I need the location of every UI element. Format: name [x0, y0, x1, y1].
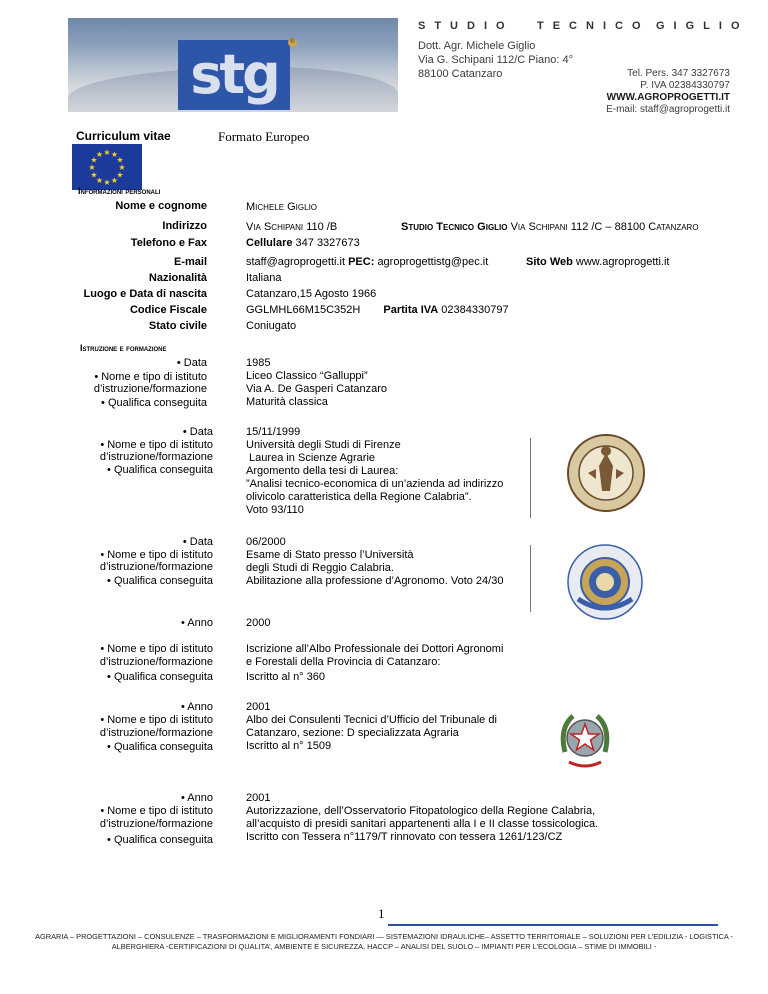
header-website-link[interactable]: WWW.AGROPROGETTI.IT	[606, 92, 730, 103]
italian-emblem-icon	[557, 708, 613, 772]
e1-date: 1985	[246, 357, 271, 369]
header-email-link[interactable]: E-mail: staff@agroprogetti.it	[606, 104, 730, 115]
e5-year: 2001	[246, 701, 271, 713]
divider-line	[530, 438, 531, 518]
stg-logo	[178, 40, 290, 110]
header-address: Via G. Schipani 112/C Piano: 4°	[418, 54, 574, 66]
web-link[interactable]: www.agroprogetti.it	[575, 256, 670, 268]
vat-label: Partita IVA	[383, 304, 439, 316]
e2-label-inst1: • Nome e tipo di istituto	[100, 439, 213, 451]
e2-date: 15/11/1999	[246, 426, 301, 438]
studio-address: Via Schipani 112 /C – 88100 Catanzaro	[510, 221, 699, 233]
e2-degree: Laurea in Scienze Agrarie	[246, 452, 376, 464]
florence-university-seal-icon	[566, 433, 646, 513]
studio-address-line	[401, 221, 699, 234]
value-nationality: Italiana	[246, 272, 282, 284]
eu-star-icon: ★	[103, 178, 111, 187]
header-city: 88100 Catanzaro	[418, 68, 503, 80]
e1-label-qual: • Qualifica conseguita	[101, 397, 207, 409]
e4-label-inst1: • Nome e tipo di istituto	[100, 643, 213, 655]
e3-label-inst2: d’istruzione/formazione	[99, 561, 213, 573]
e6-label-qual: • Qualifica conseguita	[107, 834, 213, 846]
e3-qualification: Abilitazione alla professione d’Agronomo. Voto 24/30	[246, 575, 504, 587]
e2-university: Università degli Studi di Firenze	[246, 439, 401, 451]
fiscal-code: GGLMHL66M15C352H	[246, 304, 361, 316]
label-fiscal: Codice Fiscale	[129, 304, 207, 316]
section-personal: Informazioni personali	[78, 186, 161, 196]
e1-label-inst2: d’istruzione/formazione	[93, 383, 207, 395]
e2-thesis-label: Argomento della tesi di Laurea:	[246, 465, 399, 477]
e1-label-date: • Data	[176, 357, 207, 369]
pec-label: PEC:	[348, 256, 375, 268]
value-civil: Coniugato	[246, 320, 297, 332]
header-vat: P. IVA 02384330797	[640, 80, 730, 91]
eu-star-icon: ★	[103, 148, 111, 157]
e6-label-inst1: • Nome e tipo di istituto	[100, 805, 213, 817]
page-number: 1	[378, 906, 385, 921]
e2-label-date: • Data	[182, 426, 213, 438]
label-nationality: Nazionalità	[148, 272, 207, 284]
logo-text: stg	[190, 43, 278, 106]
divider-line	[530, 545, 531, 612]
eu-star-icon: ★	[110, 176, 119, 185]
e3-label-qual: • Qualifica conseguita	[107, 575, 213, 587]
section-education: Istruzione e formazione	[80, 343, 167, 353]
registered-mark-icon: ®	[288, 38, 297, 47]
e5-registry-2: Catanzaro, sezione: D specializzata Agraria	[246, 727, 459, 739]
header-doctor: Dott. Agr. Michele Giglio	[418, 40, 536, 52]
email-link[interactable]: staff@agroprogetti.it	[246, 256, 346, 268]
eu-flag-icon	[72, 144, 142, 190]
e3-label-date: • Data	[182, 536, 213, 548]
value-name: Michele Giglio	[246, 201, 318, 213]
eu-star-icon: ★	[118, 163, 126, 172]
eu-star-icon: ★	[88, 163, 96, 172]
phone-line	[246, 237, 360, 250]
eu-star-icon: ★	[116, 170, 124, 180]
reggio-university-seal-icon	[566, 543, 644, 621]
e6-authorization-2: all’acquisto di presidi sanitari appartenenti alla I e II classe tossicologica.	[246, 818, 599, 830]
e6-label-year: • Anno	[181, 792, 213, 804]
e4-registration-1: Iscrizione all’Albo Professionale dei Dottori Agronomi	[246, 643, 504, 655]
eu-star-icon: ★	[95, 176, 104, 185]
mobile-value: 347 3327673	[295, 237, 360, 249]
e4-year: 2000	[246, 617, 271, 629]
cv-title: Curriculum vitae	[76, 129, 171, 143]
studio-word-1: STUDIO	[418, 20, 514, 32]
e2-label-inst2: d’istruzione/formazione	[99, 451, 213, 463]
e2-thesis-2: olivicolo caratteristica della Regione Calabria”.	[246, 491, 472, 503]
e2-thesis-1: ”Analisi tecnico-economica di un’azienda ad indirizzo	[246, 478, 504, 490]
footer-services: AGRARIA – PROGETTAZIONI – CONSULENZE – TRASFORMAZIONI E MIGLIORAMENTI FONDIARI — SISTEMAZIONI IDRAULICHE– ASSETTO TERRITORIALE – SOLUZIONI PER L’EDILIZIA - LOGISTICA - ALBERGHIERA -CERTIFICAZIONI DI QUALITA’, AMBIENTE E SICUREZZA, HACCP – ANALISI DEL SUOLO – IMPIANTI PER L’ECOLOGIA – STIME DI IMMOBILI -	[35, 932, 733, 951]
e4-label-inst2: d’istruzione/formazione	[99, 656, 213, 668]
e4-registration-2: e Forestali della Provincia di Catanzaro:	[246, 656, 441, 668]
studio-word-2: TECNICO	[537, 20, 650, 32]
studio-word-3: GIGLIO	[656, 20, 749, 32]
eu-star-icon: ★	[95, 150, 104, 159]
mobile-label: Cellulare	[246, 237, 293, 249]
label-civil: Stato civile	[148, 320, 207, 332]
e2-grade: Voto 93/110	[246, 504, 304, 516]
fiscal-line	[246, 304, 509, 317]
e1-school: Liceo Classico “Galluppi”	[246, 370, 368, 382]
value-birth: Catanzaro,15 Agosto 1966	[246, 288, 377, 300]
e4-label-qual: • Qualifica conseguita	[107, 671, 213, 683]
e6-card: Iscritto con Tessera n°1179/T rinnovato con tessera 1261/123/CZ	[246, 831, 563, 843]
web-line	[526, 256, 669, 269]
eu-star-icon: ★	[90, 170, 98, 180]
label-birth: Luogo e Data di nascita	[83, 288, 207, 300]
e3-label-inst1: • Nome e tipo di istituto	[100, 549, 213, 561]
e3-university: degli Studi di Reggio Calabria.	[246, 562, 394, 574]
e5-number: Iscritto al n° 1509	[246, 740, 332, 752]
email-line	[246, 256, 488, 269]
eu-star-icon: ★	[110, 150, 119, 159]
e1-label-inst1: • Nome e tipo di istituto	[94, 371, 207, 383]
vat-value: 02384330797	[441, 304, 509, 316]
e5-label-inst2: d’istruzione/formazione	[99, 727, 213, 739]
e6-authorization-1: Autorizzazione, dell’Osservatorio Fitopatologico della Regione Calabria,	[246, 805, 596, 817]
e2-label-qual: • Qualifica conseguita	[107, 464, 213, 476]
e5-registry-1: Albo dei Consulenti Tecnici d’Ufficio del Tribunale di	[246, 714, 497, 726]
e4-label-year: • Anno	[181, 617, 213, 629]
e5-label-qual: • Qualifica conseguita	[107, 741, 213, 753]
value-address: Via Schipani 110 /B	[246, 221, 338, 233]
header-phone: Tel. Pers. 347 3327673	[627, 68, 730, 79]
label-phone: Telefono e Fax	[130, 237, 207, 249]
e5-label-inst1: • Nome e tipo di istituto	[100, 714, 213, 726]
eu-star-icon: ★	[116, 155, 124, 165]
e6-label-inst2: d’istruzione/formazione	[99, 818, 213, 830]
label-address: Indirizzo	[162, 220, 207, 232]
e6-year: 2001	[246, 792, 271, 804]
cv-format: Formato Europeo	[218, 129, 310, 144]
label-name: Nome e cognome	[115, 200, 207, 212]
e4-number: Iscritto al n° 360	[246, 671, 325, 683]
footer-line	[388, 924, 718, 926]
e1-school-address: Via A. De Gasperi Catanzaro	[246, 383, 388, 395]
e3-date: 06/2000	[246, 536, 286, 548]
e3-exam: Esame di Stato presso l’Università	[246, 549, 414, 561]
e5-label-year: • Anno	[181, 701, 213, 713]
studio-label: Studio Tecnico Giglio	[401, 221, 508, 233]
pec-link[interactable]: agroprogettistg@pec.it	[377, 256, 489, 268]
eu-star-icon: ★	[90, 155, 98, 165]
e1-qualification: Maturità classica	[246, 396, 328, 408]
web-label: Sito Web	[526, 256, 573, 268]
label-email: E-mail	[173, 256, 207, 268]
